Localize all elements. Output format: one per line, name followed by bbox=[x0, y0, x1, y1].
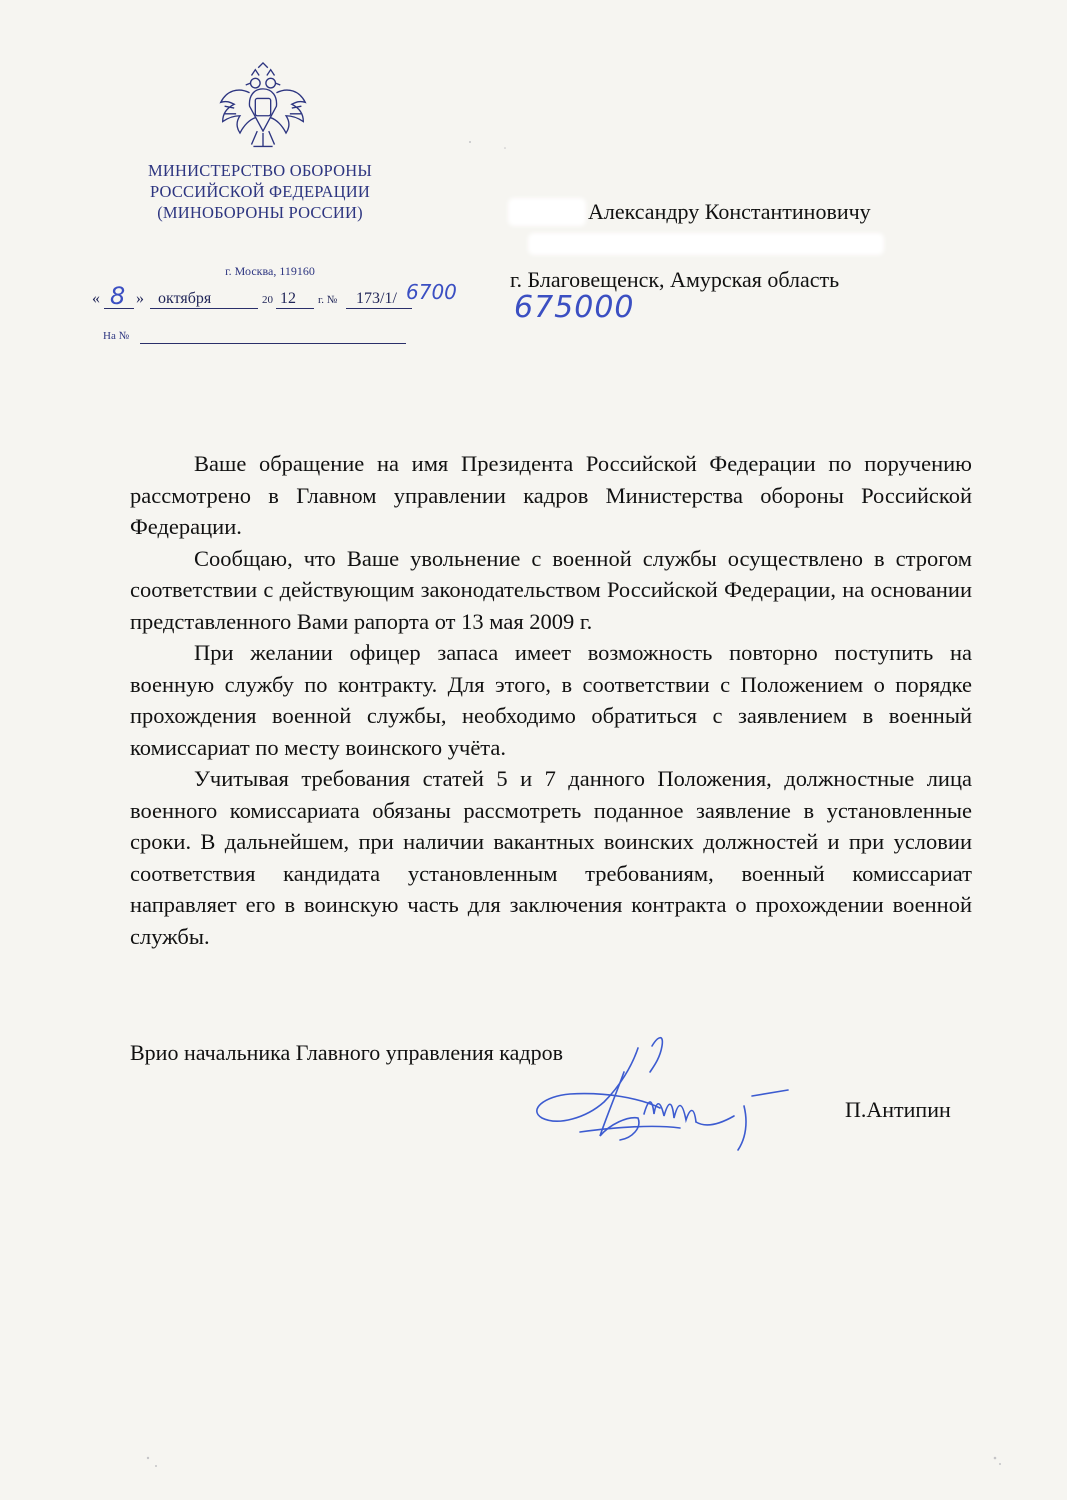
reference-label: На № bbox=[103, 330, 130, 342]
date-year-prefix: 20 bbox=[262, 294, 273, 306]
body-paragraph: Сообщаю, что Ваше увольнение с военной службы осуществлено в строгом соответствии с действующим законодательством Российской Федерации, на основании представленного Вами рапорта от 13 мая 2009 г. bbox=[130, 545, 972, 634]
letter-body bbox=[130, 448, 972, 952]
org-line-1: МИНИСТЕРСТВО ОБОРОНЫ bbox=[148, 161, 372, 180]
handwritten-signature-icon bbox=[520, 1032, 810, 1162]
recipient-zip-handwritten: 675000 bbox=[514, 290, 635, 325]
sender-city: г. Москва, 119160 bbox=[225, 264, 315, 278]
date-day-handwritten: 8 bbox=[110, 282, 126, 310]
double-headed-eagle-emblem-icon bbox=[214, 62, 312, 158]
body-paragraph: Ваше обращение на имя Президента Российской Федерации по поручению рассмотрено в Главном управлении кадров Министерства обороны Российской Федерации. bbox=[130, 451, 972, 539]
signer-title: Врио начальника Главного управления кадров bbox=[130, 1040, 563, 1065]
date-open-quote: « bbox=[92, 290, 100, 307]
reference-number-line bbox=[103, 330, 129, 342]
recipient-name: Александру Константиновичу bbox=[588, 199, 871, 224]
body-paragraph: При желании офицер запаса имеет возможность повторно поступить на военную службу по контракту. Для этого, в соответствии с Положением о порядке прохождения военной службы, необходимо обратиться с заявлением в военный комиссариат по месту воинского учёта. bbox=[130, 640, 972, 760]
doc-number-handwritten: 6700 bbox=[406, 280, 457, 304]
org-line-2: РОССИЙСКОЙ ФЕДЕРАЦИИ bbox=[149, 182, 371, 201]
signer-name: П.Антипин bbox=[845, 1097, 951, 1122]
doc-number-printed: 173/1/ bbox=[356, 290, 397, 307]
letterhead-organization bbox=[110, 160, 410, 223]
date-year: 12 bbox=[280, 290, 296, 307]
date-line bbox=[90, 280, 510, 314]
body-paragraph: Учитывая требования статей 5 и 7 данного Положения, должностные лица военного комиссариата обязаны рассмотреть поданное заявление в установленные сроки. В дальнейшем, при наличии вакантных воинских должностей и при условии соответствия кандидата установленным требованиям, военный комиссариат направляет его в воинскую часть для заключения контракта о прохождении военной службы. bbox=[130, 766, 972, 949]
redacted-surname bbox=[508, 198, 586, 226]
org-line-3: (МИНОБОРОНЫ РОССИИ) bbox=[157, 203, 363, 222]
date-month: октября bbox=[158, 290, 212, 307]
recipient-city: г. Благовещенск, Амурская область bbox=[510, 267, 840, 292]
date-year-suffix: г. № bbox=[318, 294, 338, 306]
date-close-quote: » bbox=[136, 290, 144, 307]
redacted-address bbox=[528, 233, 884, 255]
